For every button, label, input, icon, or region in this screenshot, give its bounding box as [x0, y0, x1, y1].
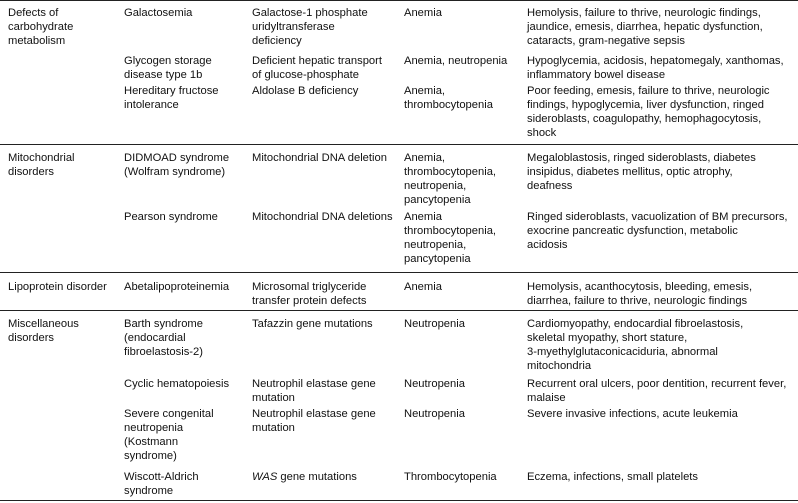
defect-text: Mitochondrial DNA deletion [252, 152, 387, 164]
disease-name: DIDMOAD syndrome (Wolfram syndrome) [124, 152, 230, 178]
category-label: Miscellaneous disorders [8, 318, 79, 344]
defect-text: Microsomal triglyceride transfer protein defects [252, 281, 367, 307]
features-text: Hemolysis, acanthocytosis, bleeding, emesis, diarrhea, failure to thrive, neurologic findings [527, 281, 753, 307]
features-text: Eczema, infections, small platelets [527, 471, 698, 483]
defect-text: Deficient hepatic transport of glucose-phosphate [252, 55, 382, 81]
defect-text: Aldolase B deficiency [252, 85, 359, 97]
features-text: Ringed sideroblasts, vacuolization of BM precursors, exocrine pancreatic dysfunction, metabolic acidosis [527, 211, 788, 251]
features-text: Severe invasive infections, acute leukemia [527, 408, 738, 420]
rule-bottom [0, 500, 798, 501]
gene-symbol: WAS [252, 471, 278, 483]
disease-name: Pearson syndrome [124, 211, 218, 223]
rule-group-3 [0, 310, 798, 311]
disease-name: Galactosemia [124, 7, 193, 19]
abnormality-text: Thrombocytopenia [404, 471, 497, 483]
category-label: Lipoprotein disorder [8, 281, 107, 293]
category-label: Mitochondrial disorders [8, 152, 75, 178]
defect-text: Mitochondrial DNA deletions [252, 211, 393, 223]
abnormality-text: Anemia thrombocytopenia, neutropenia, pancytopenia [404, 211, 497, 265]
abnormality-text: Anemia [404, 281, 442, 293]
features-text: Megaloblastosis, ringed sideroblasts, diabetes insipidus, diabetes mellitus, optic atrophy, deafness [527, 152, 756, 192]
defect-text: Neutrophil elastase gene mutation [252, 378, 376, 404]
disease-name: Cyclic hematopoiesis [124, 378, 230, 390]
disease-name: Wiscott-Aldrich syndrome [124, 471, 199, 497]
abnormality-text: Anemia [404, 7, 442, 19]
disease-name: Barth syndrome (endocardial fibroelastosis-2) [124, 318, 203, 358]
rule-group-2 [0, 272, 798, 273]
abnormality-text: Anemia, thrombocytopenia, neutropenia, pancytopenia [404, 152, 497, 206]
defect-text: Tafazzin gene mutations [252, 318, 373, 330]
features-text: Hemolysis, failure to thrive, neurologic findings, jaundice, emesis, diarrhea, hepatic dysfunction, cataracts, gram-negative sepsis [527, 7, 763, 47]
disease-name: Glycogen storage disease type 1b [124, 55, 212, 81]
abnormality-text: Anemia, thrombocytopenia [404, 85, 493, 111]
rule-top [0, 0, 798, 1]
abnormality-text: Neutropenia [404, 408, 465, 420]
disease-name: Hereditary fructose intolerance [124, 85, 219, 111]
features-text: Cardiomyopathy, endocardial fibroelastosis, skeletal myopathy, short stature, 3-myethylglutaconicaciduria, abnormal mitochondria [527, 318, 744, 372]
abnormality-text: Neutropenia [404, 378, 465, 390]
disease-name: Severe congenital neutropenia (Kostmann syndrome) [124, 408, 214, 462]
features-text: Hypoglycemia, acidosis, hepatomegaly, xanthomas, inflammatory bowel disease [527, 55, 784, 81]
abnormality-text: Anemia, neutropenia [404, 55, 508, 67]
abnormality-text: Neutropenia [404, 318, 465, 330]
rule-group-1 [0, 144, 798, 145]
defect-text: Neutrophil elastase gene mutation [252, 408, 376, 434]
features-text: Recurrent oral ulcers, poor dentition, recurrent fever, malaise [527, 378, 787, 404]
defect-text: Galactose-1 phosphate uridyltransferase deficiency [252, 7, 368, 47]
defect-text [252, 470, 402, 484]
disease-name: Abetalipoproteinemia [124, 281, 230, 293]
category-label: Defects of carbohydrate metabolism [8, 7, 74, 47]
defect-suffix: gene mutations [277, 471, 357, 483]
features-text: Poor feeding, emesis, failure to thrive, neurologic findings, hypoglycemia, liver dysfunction, ringed sideroblasts, coagulopathy, hemophagocytosis, shock [527, 85, 770, 139]
